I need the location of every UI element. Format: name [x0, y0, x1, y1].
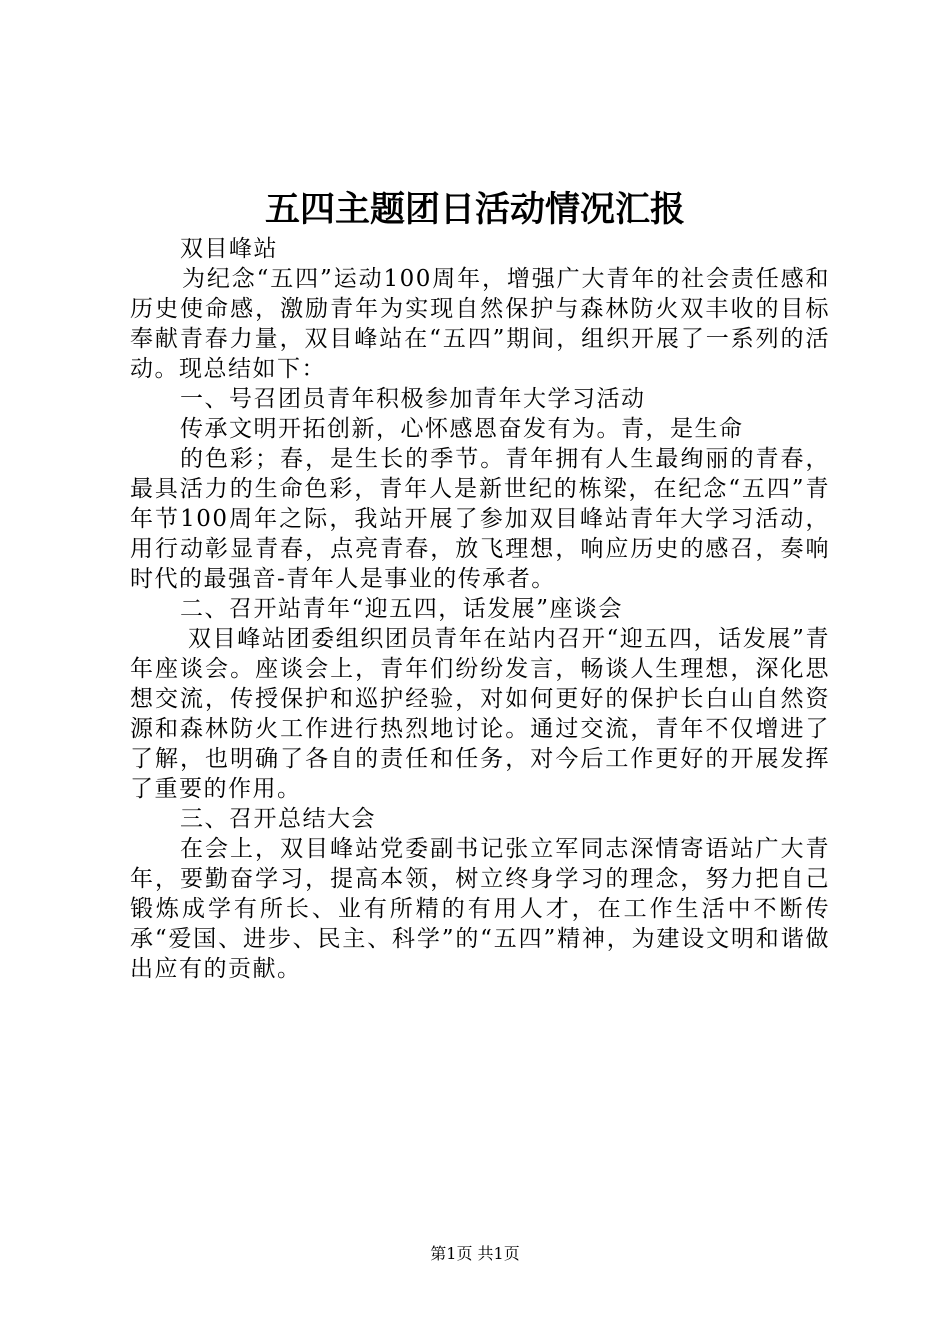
section-1-paragraph-2: 的色彩；春，是生长的季节。青年拥有人生最绚丽的青春，最具活力的生命色彩，青年人是新世纪的栋梁，在纪念“五四”青年节100周年之际，我站开展了参加双目峰站青年大学习活动，用行动彰显青春，点亮青春，放飞理想，响应历史的感召，奏响时代的最强音-青年人是事业的传承者。 [130, 446, 830, 592]
author-line: 双目峰站 [180, 236, 278, 262]
section-heading-1: 一、号召团员青年积极参加青年大学习活动 [180, 386, 646, 412]
section-1-paragraph-1: 传承文明开拓创新，心怀感恩奋发有为。青，是生命 [180, 416, 744, 442]
intro-paragraph: 为纪念“五四”运动100周年，增强广大青年的社会责任感和历史使命感，激励青年为实现自然保护与森林防火双丰收的目标奉献青春力量，双目峰站在“五四”期间，组织开展了一系列的活动。现总结如下： [130, 266, 830, 382]
section-2-paragraph: 双目峰站团委组织团员青年在站内召开“迎五四，话发展”青年座谈会。座谈会上，青年们纷纷发言，畅谈人生理想，深化思想交流，传授保护和巡护经验，对如何更好的保护长白山自然资源和森林防火工作进行热烈地讨论。通过交流，青年不仅增进了了解，也明确了各自的责任和任务，对今后工作更好的开展发挥了重要的作用。 [130, 626, 830, 802]
section-heading-2: 二、召开站青年“迎五四，话发展”座谈会 [180, 596, 624, 622]
section-heading-3: 三、召开总结大会 [180, 806, 376, 832]
page-number-footer: 第1页 共1页 [430, 1244, 520, 1263]
document-body [130, 234, 830, 984]
section-3-paragraph: 在会上，双目峰站党委副书记张立军同志深情寄语站广大青年，要勤奋学习，提高本领，树立终身学习的理念，努力把自己锻炼成学有所长、业有所精的有用人才，在工作生活中不断传承“爱国、进步、民主、科学”的“五四”精神，为建设文明和谐做出应有的贡献。 [130, 836, 830, 982]
document-title: 五四主题团日活动情况汇报 [264, 189, 685, 230]
